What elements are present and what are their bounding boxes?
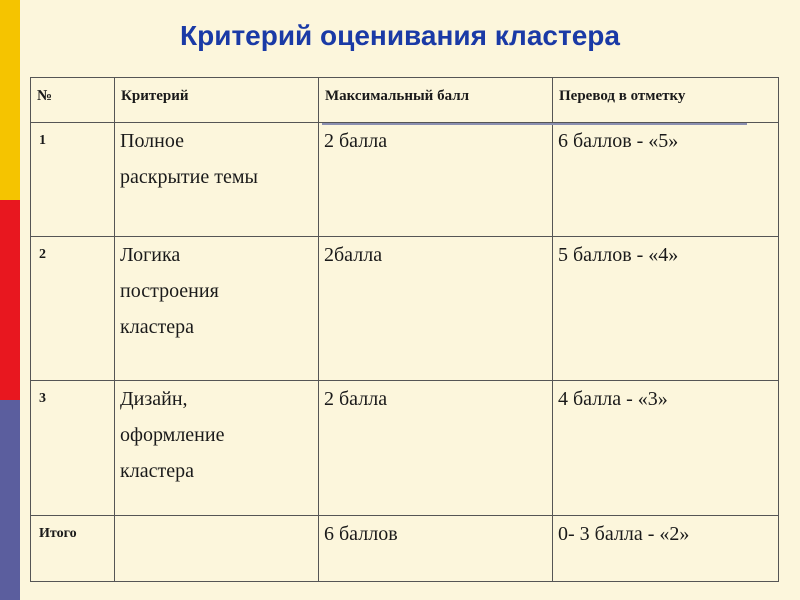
header-grade: Перевод в отметку: [553, 78, 779, 123]
row-number: 2: [31, 237, 115, 381]
criterion-line: кластера: [120, 460, 194, 482]
decor-strip-red: [0, 200, 20, 400]
table-total-row: [31, 516, 779, 582]
table-row: [31, 237, 779, 381]
total-criterion-cell: [115, 516, 319, 582]
criterion-line: Дизайн,: [120, 388, 188, 410]
row-number: 1: [31, 123, 115, 237]
max-score-cell: 2 балла: [319, 123, 553, 237]
max-score-cell: 2 балла: [319, 381, 553, 516]
total-label: Итого: [31, 516, 115, 582]
decor-strip-blue: [0, 400, 20, 600]
grade-cell: 4 балла - «3»: [553, 381, 779, 516]
criterion-cell: [115, 237, 319, 381]
table-row: [31, 123, 779, 237]
criterion-line: Полное: [120, 130, 184, 152]
table-row: [31, 381, 779, 516]
grade-cell: 6 баллов - «5»: [553, 123, 779, 237]
max-score-cell: 2балла: [319, 237, 553, 381]
criterion-cell: [115, 123, 319, 237]
header-max-score: Максимальный балл: [319, 78, 553, 123]
criterion-line: кластера: [120, 316, 194, 338]
criterion-line: построения: [120, 280, 219, 302]
criterion-line: раскрытие темы: [120, 166, 258, 188]
header-underline-divider: [322, 123, 747, 125]
criterion-line: Логика: [120, 244, 181, 266]
table-header-row: [31, 78, 779, 123]
total-max-score-cell: 6 баллов: [319, 516, 553, 582]
criterion-cell: [115, 381, 319, 516]
total-grade-cell: 0- 3 балла - «2»: [553, 516, 779, 582]
criterion-line: оформление: [120, 424, 225, 446]
criteria-table: [30, 77, 779, 582]
header-criterion: Критерий: [115, 78, 319, 123]
row-number: 3: [31, 381, 115, 516]
grade-cell: 5 баллов - «4»: [553, 237, 779, 381]
header-number: №: [31, 78, 115, 123]
page-title: Критерий оценивания кластера: [180, 20, 620, 51]
